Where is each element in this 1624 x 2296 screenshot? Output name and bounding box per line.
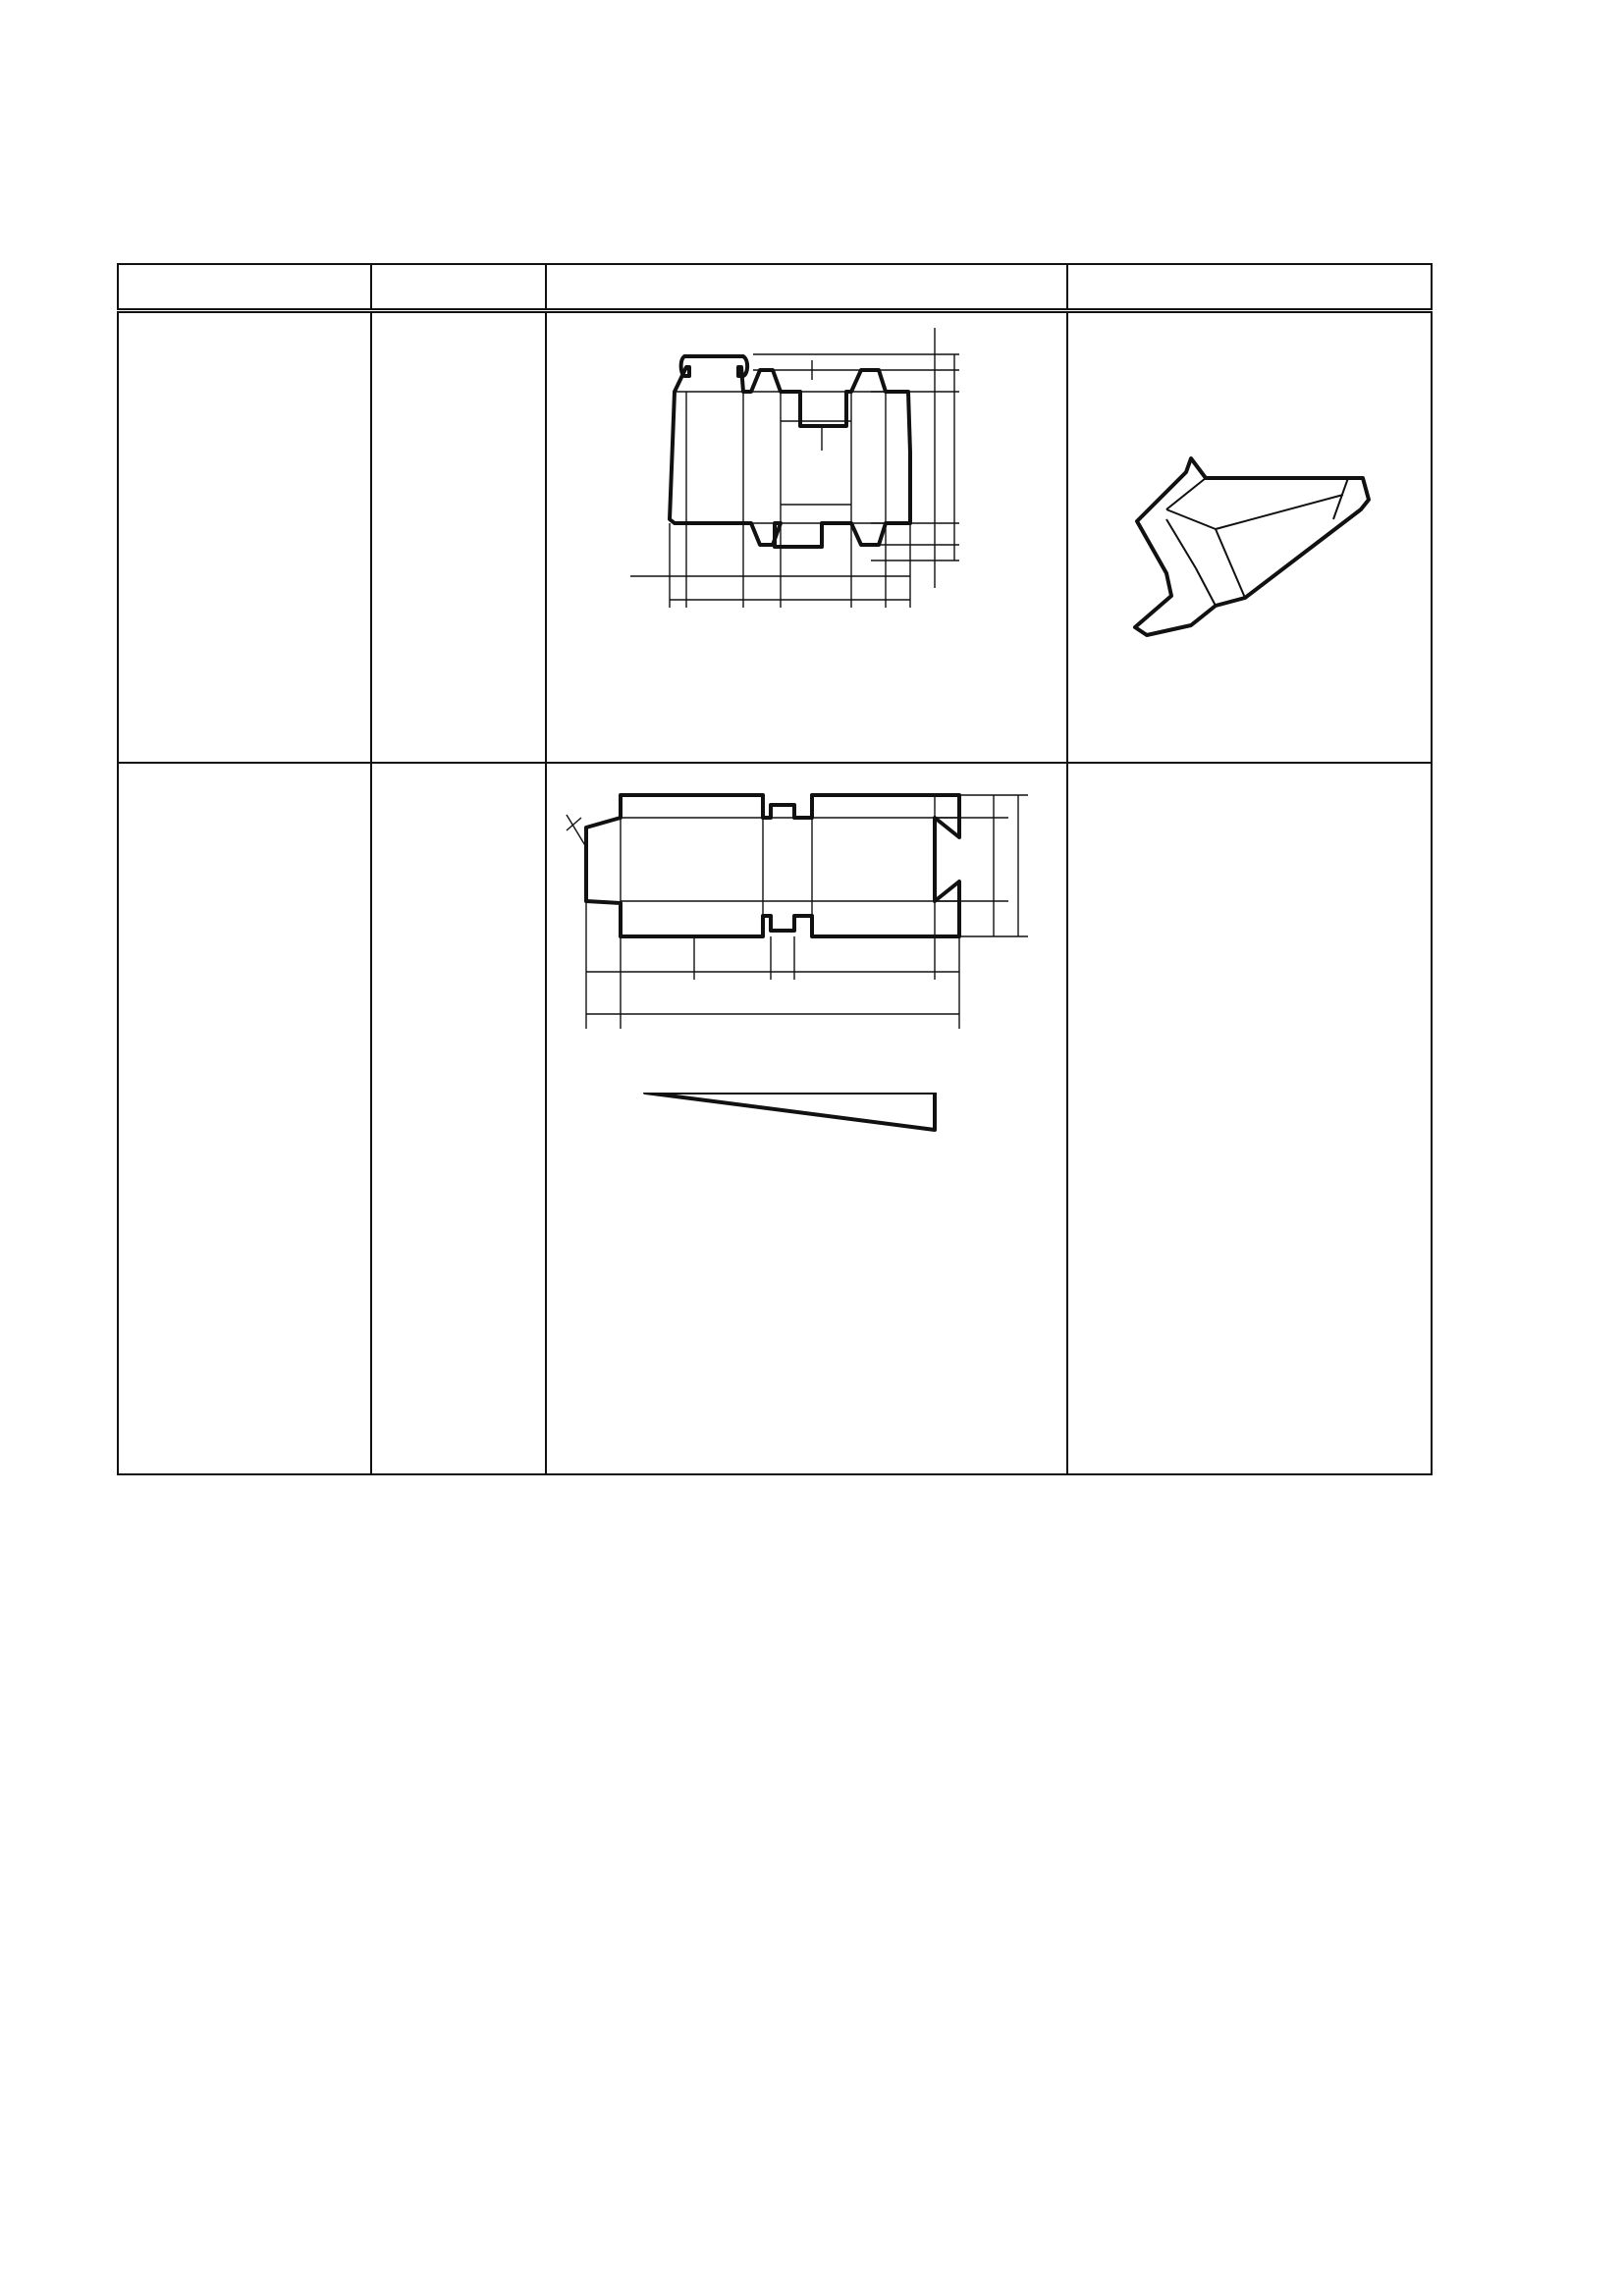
- variant-cell: [371, 763, 546, 1474]
- column-header-variant: [371, 264, 546, 311]
- table-row: [118, 763, 1432, 1474]
- table-header-row: [118, 264, 1432, 311]
- unfold-drawing-b9: [547, 764, 1068, 1034]
- table-row: [118, 311, 1432, 763]
- assembled-cell: [1067, 763, 1432, 1474]
- unfold-drawing-b8: [547, 313, 1068, 608]
- variant-cell: [371, 311, 546, 763]
- pack-kind-cell: [118, 763, 371, 1474]
- column-header-unfold: [546, 264, 1067, 311]
- assembled-drawing-ii3: [1068, 401, 1433, 657]
- unfold-cell: [546, 311, 1067, 763]
- unfold-cell: [546, 763, 1067, 1474]
- column-header-assembled: [1067, 264, 1432, 311]
- packs-table: [117, 263, 1433, 1475]
- unfold-drawing-b10: [547, 1093, 1068, 1353]
- pack-kind-cell: [118, 311, 371, 763]
- column-header-kind: [118, 264, 371, 311]
- assembled-cell: [1067, 311, 1432, 763]
